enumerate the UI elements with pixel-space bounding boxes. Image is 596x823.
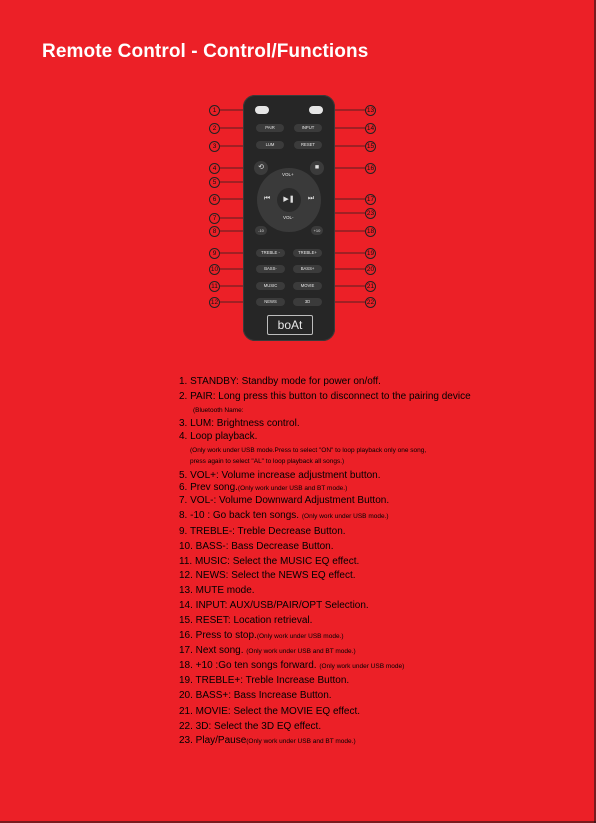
function-item: 7. VOL-: Volume Downward Adjustment Button. (179, 495, 390, 506)
function-note: (Only work under USB mode.Press to select "ON" to loop playback only one song, (190, 447, 427, 454)
function-item: 15. RESET: Location retrieval. (179, 615, 313, 626)
callout-1: 1 (209, 105, 220, 116)
function-item: 6. Prev song.(Only work under USB and BT mode.) (179, 482, 348, 493)
function-item: 3. LUM: Brightness control. (179, 418, 300, 429)
callout-13: 13 (366, 107, 375, 114)
callout-20: 20 (366, 266, 375, 273)
function-item: 20. BASS+: Bass Increase Button. (179, 690, 332, 701)
function-item: 9. TREBLE-: Treble Decrease Button. (179, 526, 346, 537)
callout-7: 7 (209, 213, 220, 224)
function-item: 14. INPUT: AUX/USB/PAIR/OPT Selection. (179, 600, 369, 611)
prev-icon: ⏮ (263, 195, 271, 202)
stop-icon: ■ (314, 164, 320, 171)
function-note: (Bluetooth Name: (193, 407, 244, 414)
next-icon: ⏭ (307, 195, 315, 202)
music-button: MUSIC (256, 282, 285, 290)
pair-button: PAIR (256, 124, 284, 132)
function-item: 12. NEWS: Select the NEWS EQ effect. (179, 570, 356, 581)
function-item: 22. 3D: Select the 3D EQ effect. (179, 721, 322, 732)
function-item: 4. Loop playback. (179, 431, 258, 442)
lum-button: LUM (256, 141, 284, 149)
minus10-button: -10 (255, 226, 267, 235)
function-item: 21. MOVIE: Select the MOVIE EQ effect. (179, 706, 361, 717)
vol-up-label: VOL+ (282, 172, 294, 177)
function-item: 13. MUTE mode. (179, 585, 255, 596)
callout-2: 2 (209, 123, 220, 134)
callout-4: 4 (209, 163, 220, 174)
callout-8: 8 (209, 226, 220, 237)
function-item: 18. +10 :Go ten songs forward. (Only work under USB mode) (179, 660, 405, 671)
callout-17: 17 (366, 196, 375, 203)
function-item: 23. Play/Pause(Only work under USB and BT mode.) (179, 735, 356, 746)
function-item: 2. PAIR: Long press this button to disconnect to the pairing device (179, 391, 471, 402)
callout-23: 23 (366, 210, 375, 217)
callout-19: 19 (366, 250, 375, 257)
bass-plus-button: BASS+ (293, 265, 322, 273)
loop-icon: ⟲ (258, 164, 264, 171)
plus10-button: +10 (311, 226, 323, 235)
movie-button: MOVIE (293, 282, 322, 290)
function-item: 8. -10 : Go back ten songs. (Only work under USB mode.) (179, 510, 389, 521)
news-button: NEWS (256, 298, 285, 306)
function-item: 11. MUSIC: Select the MUSIC EQ effect. (179, 556, 360, 567)
vol-down-label: VOL- (283, 215, 294, 220)
callout-6: 6 (209, 194, 220, 205)
callout-21: 21 (366, 283, 375, 290)
function-item: 19. TREBLE+: Treble Increase Button. (179, 675, 350, 686)
callout-22: 22 (366, 299, 375, 306)
play-pause-icon: ▶❚ (283, 196, 295, 203)
callout-18: 18 (366, 228, 375, 235)
callout-11: 11 (209, 281, 220, 292)
function-note: press again to select "AL" to loop playback all songs.) (190, 458, 345, 465)
function-item: 16. Press to stop.(Only work under USB mode.) (179, 630, 344, 641)
boat-logo: boAt (267, 315, 313, 335)
treble-plus-button: TREBLE+ (293, 249, 322, 257)
function-item: 5. VOL+: Volume increase adjustment button. (179, 470, 381, 481)
function-item: 1. STANDBY: Standby mode for power on/off. (179, 376, 381, 387)
callout-15: 15 (366, 143, 375, 150)
bass-minus-button: BASS- (256, 265, 285, 273)
callout-12: 12 (210, 299, 219, 306)
page-title: Remote Control - Control/Functions (42, 41, 369, 62)
function-item: 10. BASS-: Bass Decrease Button. (179, 541, 334, 552)
callout-5: 5 (209, 177, 220, 188)
treble-minus-button: TREBLE - (256, 249, 285, 257)
callout-10: 10 (210, 266, 219, 273)
reset-button: RESET (294, 141, 322, 149)
3d-button: 3D (293, 298, 322, 306)
callout-16: 16 (366, 165, 375, 172)
callout-3: 3 (209, 141, 220, 152)
callout-14: 14 (366, 125, 375, 132)
callout-9: 9 (209, 248, 220, 259)
function-item: 17. Next song. (Only work under USB and BT mode.) (179, 645, 356, 656)
input-button: INPUT (294, 124, 322, 132)
